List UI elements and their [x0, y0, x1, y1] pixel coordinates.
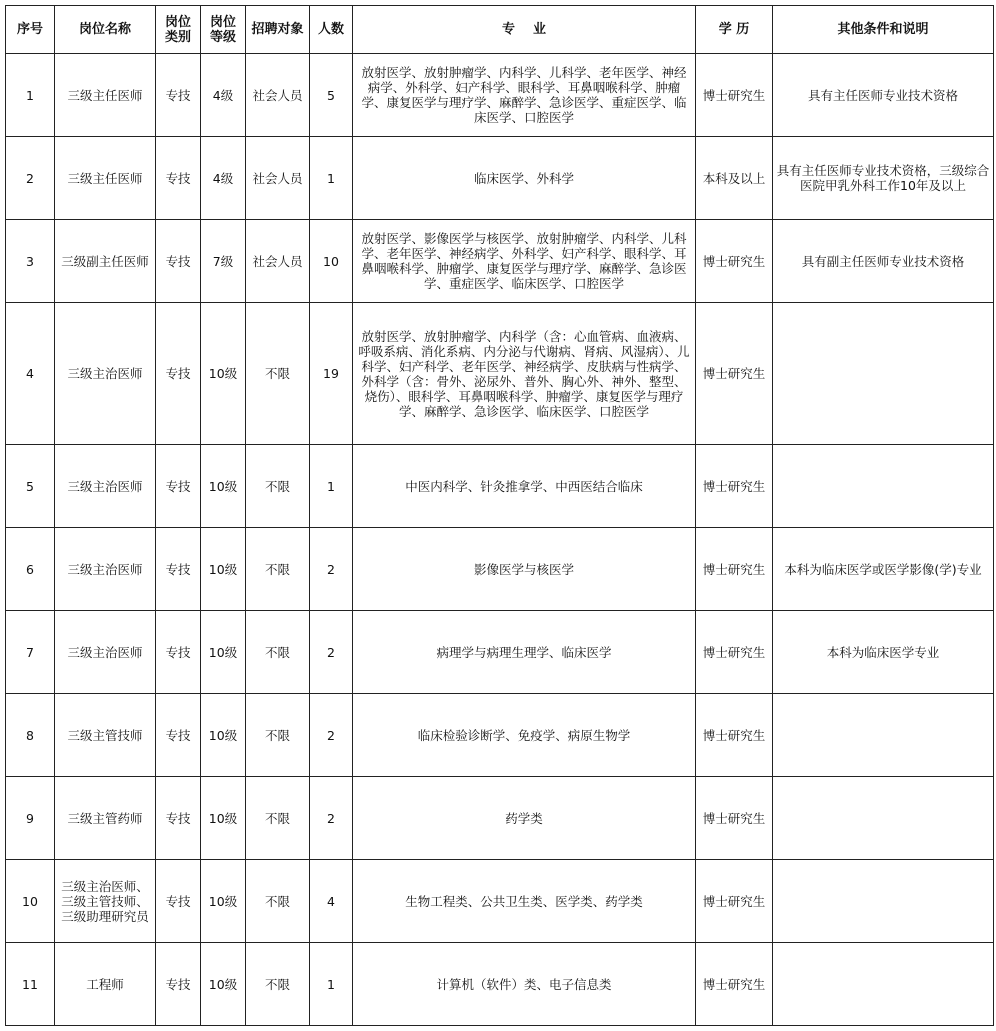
cell-education: 博士研究生 [696, 943, 773, 1026]
table-row [6, 943, 994, 1026]
cell-major: 药学类 [353, 777, 696, 860]
table-row [6, 54, 994, 137]
cell-education: 博士研究生 [696, 694, 773, 777]
cell-post-name [55, 860, 156, 943]
cell-post-name: 三级主管技师 [55, 694, 156, 777]
cell-notes [773, 694, 994, 777]
cell-major: 临床医学、外科学 [353, 137, 696, 220]
cell-count: 1 [310, 137, 353, 220]
cell-post-level: 10级 [201, 303, 246, 445]
cell-count: 1 [310, 445, 353, 528]
cell-post-level: 7级 [201, 220, 246, 303]
cell-no: 2 [6, 137, 55, 220]
cell-major: 放射医学、放射肿瘤学、内科学（含：心血管病、血液病、呼吸系病、消化系病、内分泌与代谢病、肾病、风湿病）、儿科学、妇产科学、老年医学、神经病学、皮肤病与性病学、外科学（含：骨外、泌尿外、普外、胸心外、神外、整型、烧伤）、眼科学、耳鼻咽喉科学、肿瘤学、康复医学与理疗学、麻醉学、急诊医学、临床医学、口腔医学 [353, 303, 696, 445]
header-post-level-line2: 等级 [209, 29, 236, 45]
cell-notes: 具有主任医师专业技术资格 [773, 54, 994, 137]
cell-post-name: 三级主治医师 [55, 611, 156, 694]
cell-post-name-line: 三级助理研究员 [61, 908, 149, 924]
cell-major: 计算机（软件）类、电子信息类 [353, 943, 696, 1026]
cell-education: 博士研究生 [696, 303, 773, 445]
cell-post-name: 三级副主任医师 [55, 220, 156, 303]
cell-notes: 具有副主任医师专业技术资格 [773, 220, 994, 303]
cell-post-type: 专技 [156, 943, 201, 1026]
cell-post-level: 4级 [201, 54, 246, 137]
cell-notes: 本科为临床医学或医学影像(学)专业 [773, 528, 994, 611]
cell-no: 10 [6, 860, 55, 943]
cell-post-name: 三级主治医师 [55, 445, 156, 528]
cell-count: 10 [310, 220, 353, 303]
table-row [6, 445, 994, 528]
cell-target: 不限 [246, 694, 310, 777]
cell-target: 不限 [246, 860, 310, 943]
cell-education: 博士研究生 [696, 445, 773, 528]
cell-count: 2 [310, 694, 353, 777]
cell-target: 不限 [246, 303, 310, 445]
cell-notes: 本科为临床医学专业 [773, 611, 994, 694]
cell-notes [773, 445, 994, 528]
cell-no: 5 [6, 445, 55, 528]
header-target: 招聘对象 [246, 6, 310, 54]
cell-post-type: 专技 [156, 777, 201, 860]
cell-target: 不限 [246, 611, 310, 694]
cell-education: 博士研究生 [696, 528, 773, 611]
cell-post-type: 专技 [156, 220, 201, 303]
cell-major: 放射医学、影像医学与核医学、放射肿瘤学、内科学、儿科学、老年医学、神经病学、外科学、妇产科学、眼科学、耳鼻咽喉科学、肿瘤学、康复医学与理疗学、麻醉学、急诊医学、重症医学、临床医学、口腔医学 [353, 220, 696, 303]
cell-no: 1 [6, 54, 55, 137]
table-row [6, 137, 994, 220]
cell-no: 4 [6, 303, 55, 445]
cell-post-type: 专技 [156, 860, 201, 943]
cell-post-level: 10级 [201, 943, 246, 1026]
cell-post-name: 三级主治医师 [55, 303, 156, 445]
cell-post-type: 专技 [156, 137, 201, 220]
cell-count: 2 [310, 777, 353, 860]
header-major: 专 业 [353, 6, 696, 54]
cell-post-level: 4级 [201, 137, 246, 220]
cell-post-name: 三级主管药师 [55, 777, 156, 860]
cell-education: 博士研究生 [696, 777, 773, 860]
cell-count: 5 [310, 54, 353, 137]
cell-no: 3 [6, 220, 55, 303]
cell-post-type: 专技 [156, 445, 201, 528]
cell-target: 不限 [246, 943, 310, 1026]
header-post-type-line2: 类别 [164, 29, 191, 45]
cell-no: 9 [6, 777, 55, 860]
table-row [6, 777, 994, 860]
cell-no: 6 [6, 528, 55, 611]
cell-no: 7 [6, 611, 55, 694]
cell-major: 中医内科学、针灸推拿学、中西医结合临床 [353, 445, 696, 528]
cell-post-level: 10级 [201, 611, 246, 694]
cell-post-level: 10级 [201, 694, 246, 777]
cell-education: 博士研究生 [696, 54, 773, 137]
cell-post-name-line: 三级主管技师、 [61, 893, 149, 909]
cell-post-level: 10级 [201, 777, 246, 860]
cell-post-level: 10级 [201, 445, 246, 528]
header-no: 序号 [6, 6, 55, 54]
cell-post-level: 10级 [201, 528, 246, 611]
cell-education: 博士研究生 [696, 860, 773, 943]
cell-notes [773, 860, 994, 943]
header-count: 人数 [310, 6, 353, 54]
cell-post-type: 专技 [156, 528, 201, 611]
cell-major: 放射医学、放射肿瘤学、内科学、儿科学、老年医学、神经病学、外科学、妇产科学、眼科学、耳鼻咽喉科学、肿瘤学、康复医学与理疗学、麻醉学、急诊医学、重症医学、临床医学、口腔医学 [353, 54, 696, 137]
cell-notes [773, 303, 994, 445]
header-notes: 其他条件和说明 [773, 6, 994, 54]
cell-post-type: 专技 [156, 694, 201, 777]
header-post-level-line1: 岗位 [209, 14, 236, 30]
cell-post-type: 专技 [156, 611, 201, 694]
cell-count: 2 [310, 611, 353, 694]
cell-major: 生物工程类、公共卫生类、医学类、药学类 [353, 860, 696, 943]
cell-education: 本科及以上 [696, 137, 773, 220]
cell-count: 19 [310, 303, 353, 445]
cell-post-level: 10级 [201, 860, 246, 943]
cell-target: 不限 [246, 445, 310, 528]
header-post-type [156, 6, 201, 54]
cell-count: 2 [310, 528, 353, 611]
cell-post-name: 工程师 [55, 943, 156, 1026]
header-education: 学 历 [696, 6, 773, 54]
cell-target: 社会人员 [246, 220, 310, 303]
cell-post-name: 三级主治医师 [55, 528, 156, 611]
table-row [6, 528, 994, 611]
cell-count: 4 [310, 860, 353, 943]
cell-major: 影像医学与核医学 [353, 528, 696, 611]
cell-target: 社会人员 [246, 54, 310, 137]
cell-no: 11 [6, 943, 55, 1026]
cell-target: 不限 [246, 528, 310, 611]
table-row [6, 611, 994, 694]
cell-post-name-line: 三级主治医师、 [61, 878, 149, 894]
cell-post-name: 三级主任医师 [55, 137, 156, 220]
cell-count: 1 [310, 943, 353, 1026]
cell-target: 不限 [246, 777, 310, 860]
cell-notes [773, 943, 994, 1026]
cell-post-name: 三级主任医师 [55, 54, 156, 137]
header-post-name: 岗位名称 [55, 6, 156, 54]
table-row [6, 860, 994, 943]
table-row [6, 303, 994, 445]
recruitment-table [5, 5, 994, 1026]
table-header-row [6, 6, 994, 54]
cell-post-type: 专技 [156, 303, 201, 445]
cell-target: 社会人员 [246, 137, 310, 220]
cell-post-type: 专技 [156, 54, 201, 137]
cell-notes: 具有主任医师专业技术资格，三级综合医院甲乳外科工作10年及以上 [773, 137, 994, 220]
cell-major: 临床检验诊断学、免疫学、病原生物学 [353, 694, 696, 777]
cell-no: 8 [6, 694, 55, 777]
cell-notes [773, 777, 994, 860]
header-post-level [201, 6, 246, 54]
header-post-type-line1: 岗位 [164, 14, 191, 30]
cell-education: 博士研究生 [696, 220, 773, 303]
table-row [6, 220, 994, 303]
cell-education: 博士研究生 [696, 611, 773, 694]
table-row [6, 694, 994, 777]
cell-major: 病理学与病理生理学、临床医学 [353, 611, 696, 694]
